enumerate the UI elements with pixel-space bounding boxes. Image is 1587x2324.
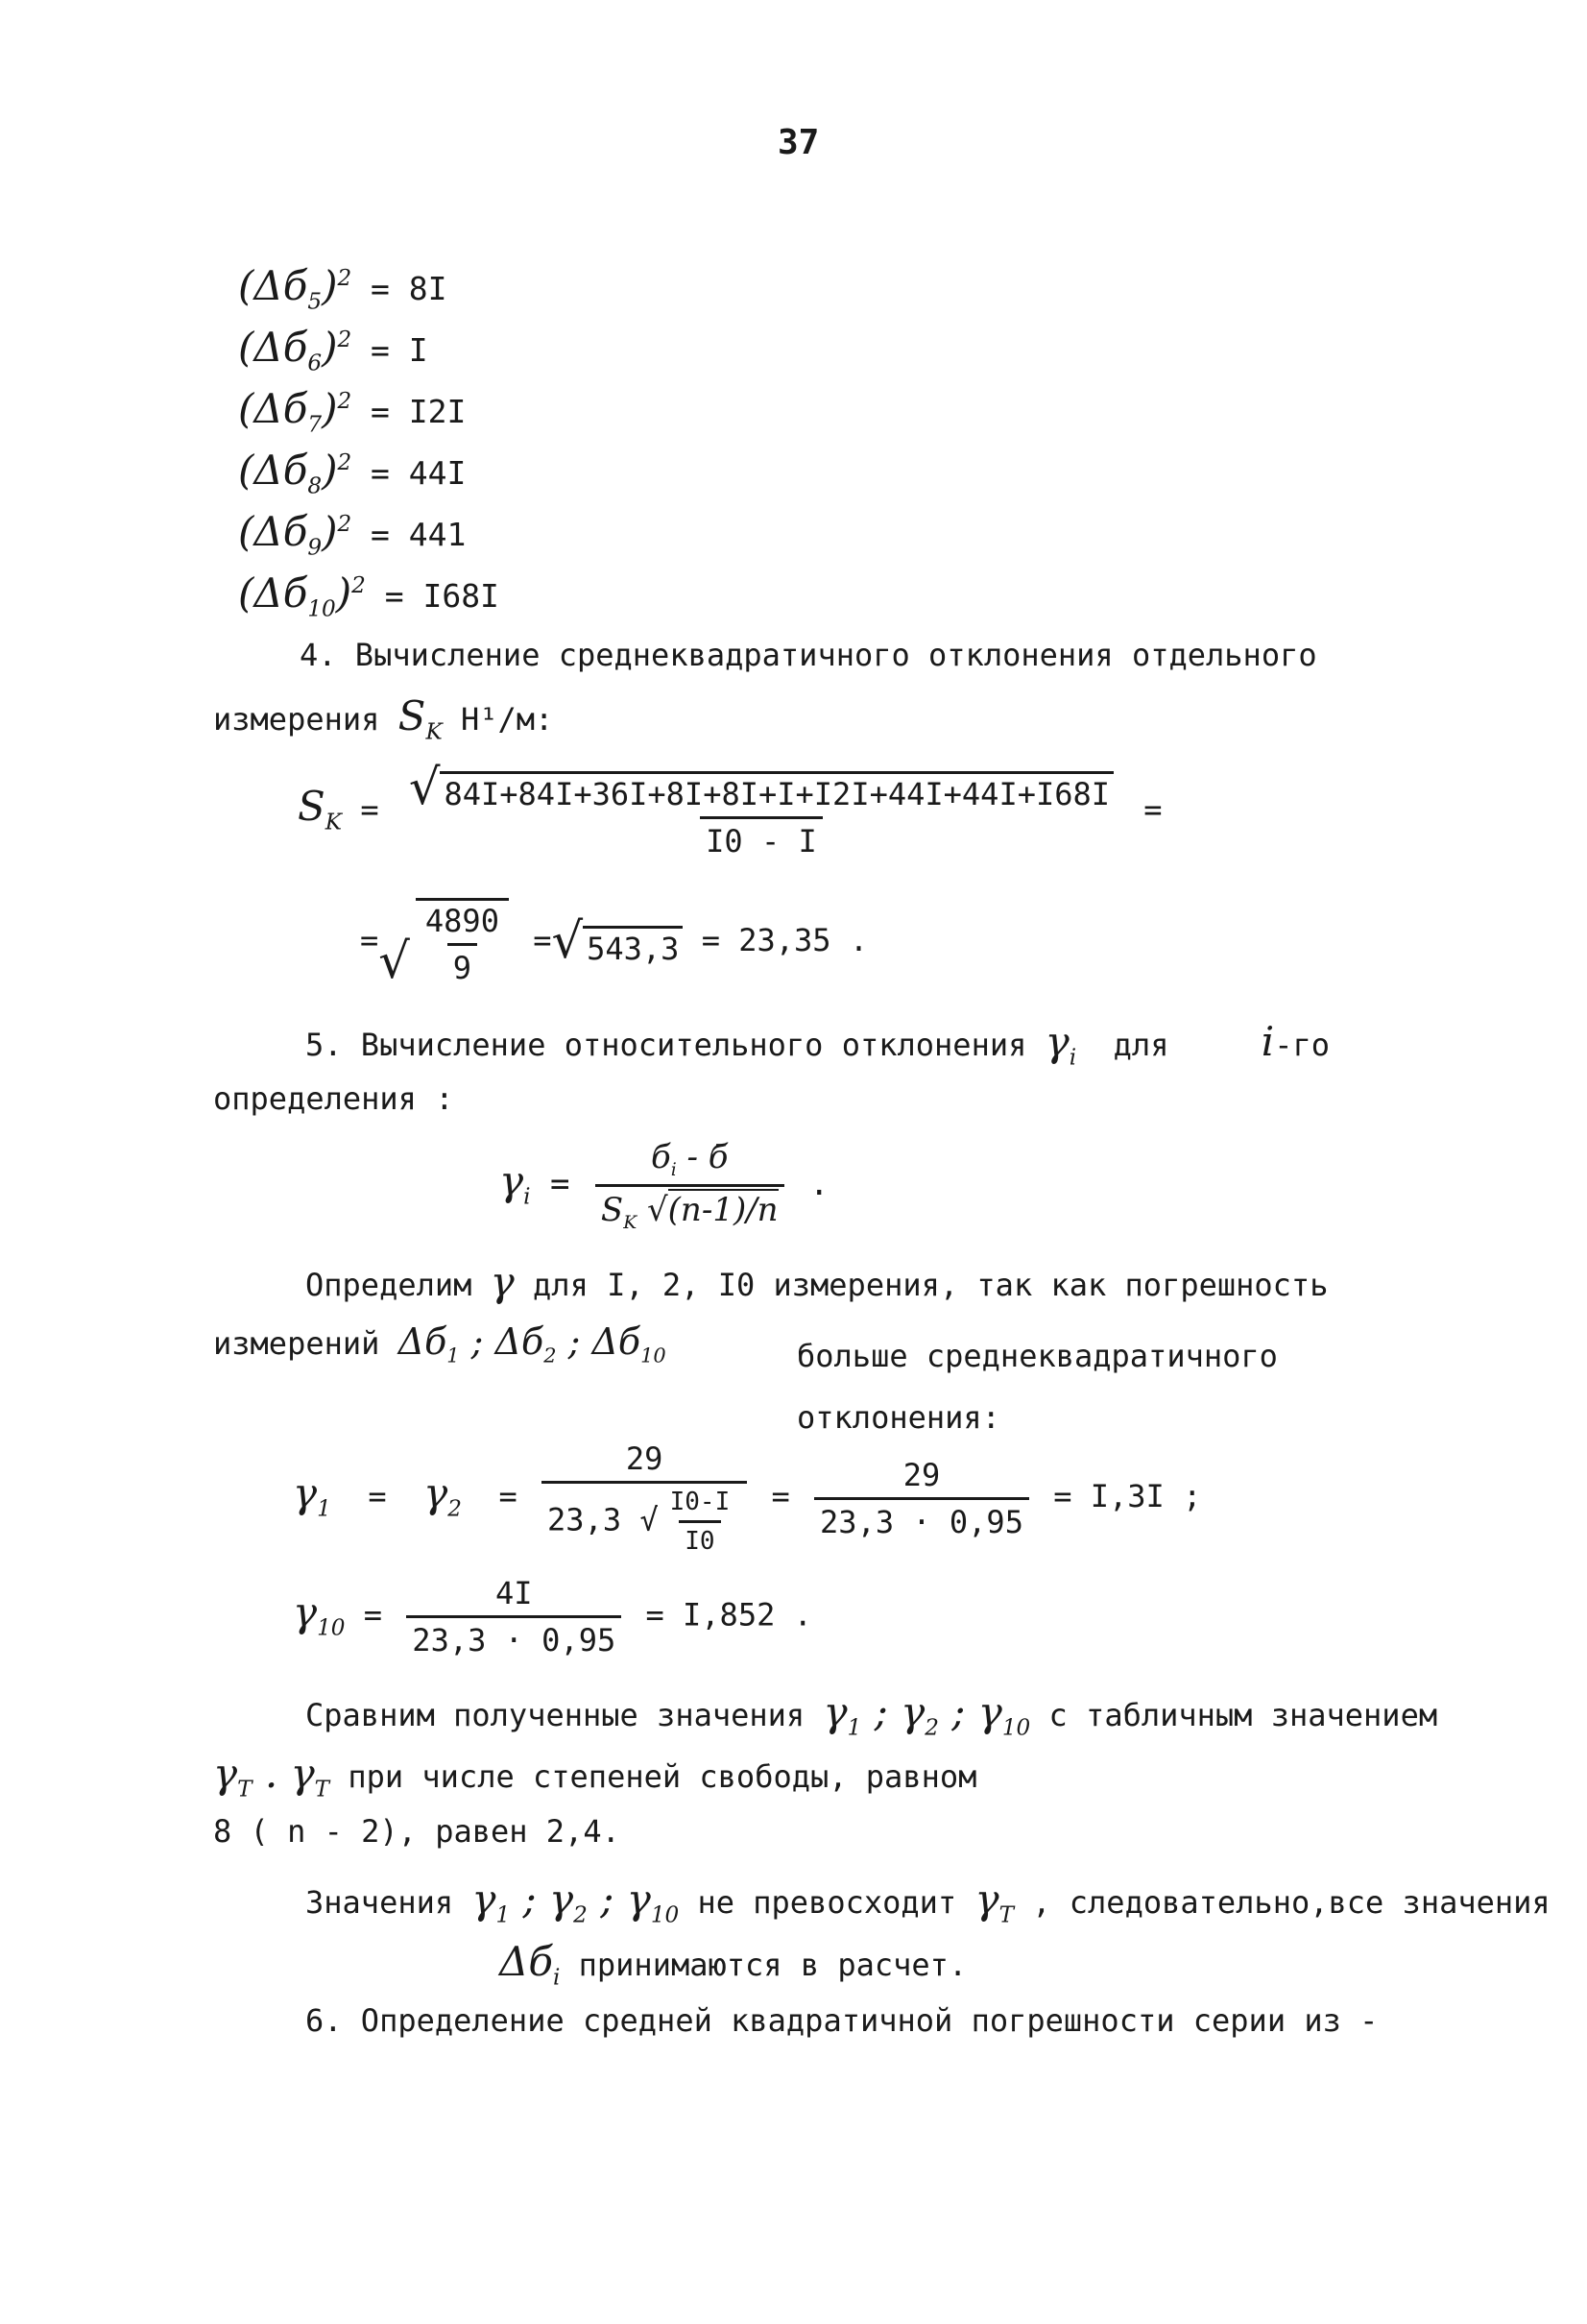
delta-symbol: $(\Delta б_5)^2$: [238, 262, 352, 315]
squared-deviation-row: $(\Delta б_6)^2 = I$: [238, 324, 428, 376]
para-compare: Сравним полученные значения $\gamma_1$ ; $\gamma_2$ ; $\gamma_{10}$ с табличным значением: [305, 1688, 1438, 1741]
page-number: 37: [778, 123, 820, 162]
delta-symbol: $(\Delta б_{10})^2$: [238, 569, 366, 622]
squared-value: 8I: [408, 270, 447, 307]
section-6-heading: 6. Определение средней квадратичной погрешности серии из -: [305, 2002, 1379, 2039]
squared-deviation-row: $(\Delta б_7)^2 = I2I$: [238, 385, 467, 438]
sk-result: = √ $\frac{4890}{9}$ = √ 543,3 = 23,35 .: [360, 898, 868, 986]
squared-value: 44I: [408, 454, 467, 492]
squared-deviation-row: $(\Delta б_8)^2 = 44I$: [238, 447, 467, 499]
gamma-10-formula: $\gamma_{10}$ = $\frac{4I}{23,3 \cdot 0,95}$ = I,852 .: [293, 1575, 812, 1658]
squared-value: I2I: [408, 393, 467, 430]
para-degrees: 8 ( n - 2), равен 2,4.: [213, 1813, 620, 1850]
para-measurements: измерений $\Delta б_1$ ; $\Delta б_2$ ; $\Delta б_{10}$: [213, 1320, 666, 1368]
delta-symbol: $(\Delta б_6)^2$: [238, 324, 352, 376]
para-values: Значения $\gamma_1$ ; $\gamma_2$ ; $\gamma_{10}$ не превосходит $\gamma_T$ , следовательно,все значения: [305, 1876, 1551, 1928]
sk-formula: $S_K$ = √ 84I+84I+36I+8I+8I+I+I2I+44I+44I+I68I I0 - I =: [298, 759, 1163, 860]
section-4-text: 4. Вычисление среднеквадратичного отклонения отдельного измерения $S_K$ Н¹/м:: [213, 637, 1317, 745]
para-determine-gamma: Определим γ для I, 2, I0 измерения, так как погрешность: [305, 1258, 1329, 1305]
section-5-continued: определения :: [213, 1080, 454, 1117]
section-5-heading: 5. Вычисление относительного отклонения $\gamma_i$ для i-го: [305, 1018, 1331, 1071]
squared-value: I: [408, 331, 428, 369]
sk-denominator: I0 - I: [700, 816, 823, 859]
para-deviation: больше среднеквадратичного отклонения:: [797, 1338, 1278, 1436]
squared-value: I68I: [422, 577, 499, 615]
delta-symbol: $(\Delta б_7)^2$: [238, 385, 352, 438]
sk-sum: 84I+84I+36I+8I+8I+I+I2I+44I+44I+I68I: [440, 771, 1114, 812]
squared-deviation-row: $(\Delta б_9)^2 = 441$: [238, 508, 467, 561]
gamma-1-2-formula: $\gamma_1 = \gamma_2$ = 29 23,3 √ $\frac{I0-I}{I0}$ = $\frac{29}{23,3 \cdot 0,95}$ = I,3I ;: [293, 1440, 1202, 1556]
squared-deviations-list: [238, 248, 499, 622]
delta-symbol: $(\Delta б_9)^2$: [238, 508, 352, 561]
para-table-value: $\gamma_T$ . $\gamma_T$ при числе степеней свободы, равном: [213, 1750, 977, 1803]
squared-deviation-row: $(\Delta б_5)^2 = 8I$: [238, 262, 447, 315]
squared-value: 441: [408, 516, 467, 553]
gamma-formula: $\gamma_i$ = $\frac{б_i - б̄}{S_K √(n-1)/n}$ .: [499, 1138, 830, 1233]
para-accepted: $\Delta б_i$ принимаются в расчет.: [499, 1938, 968, 1991]
sk-symbol: $S_K$: [397, 692, 443, 745]
delta-symbol: $(\Delta б_8)^2$: [238, 447, 352, 499]
squared-deviation-row: $(\Delta б_{10})^2 = I68I$: [238, 569, 499, 622]
